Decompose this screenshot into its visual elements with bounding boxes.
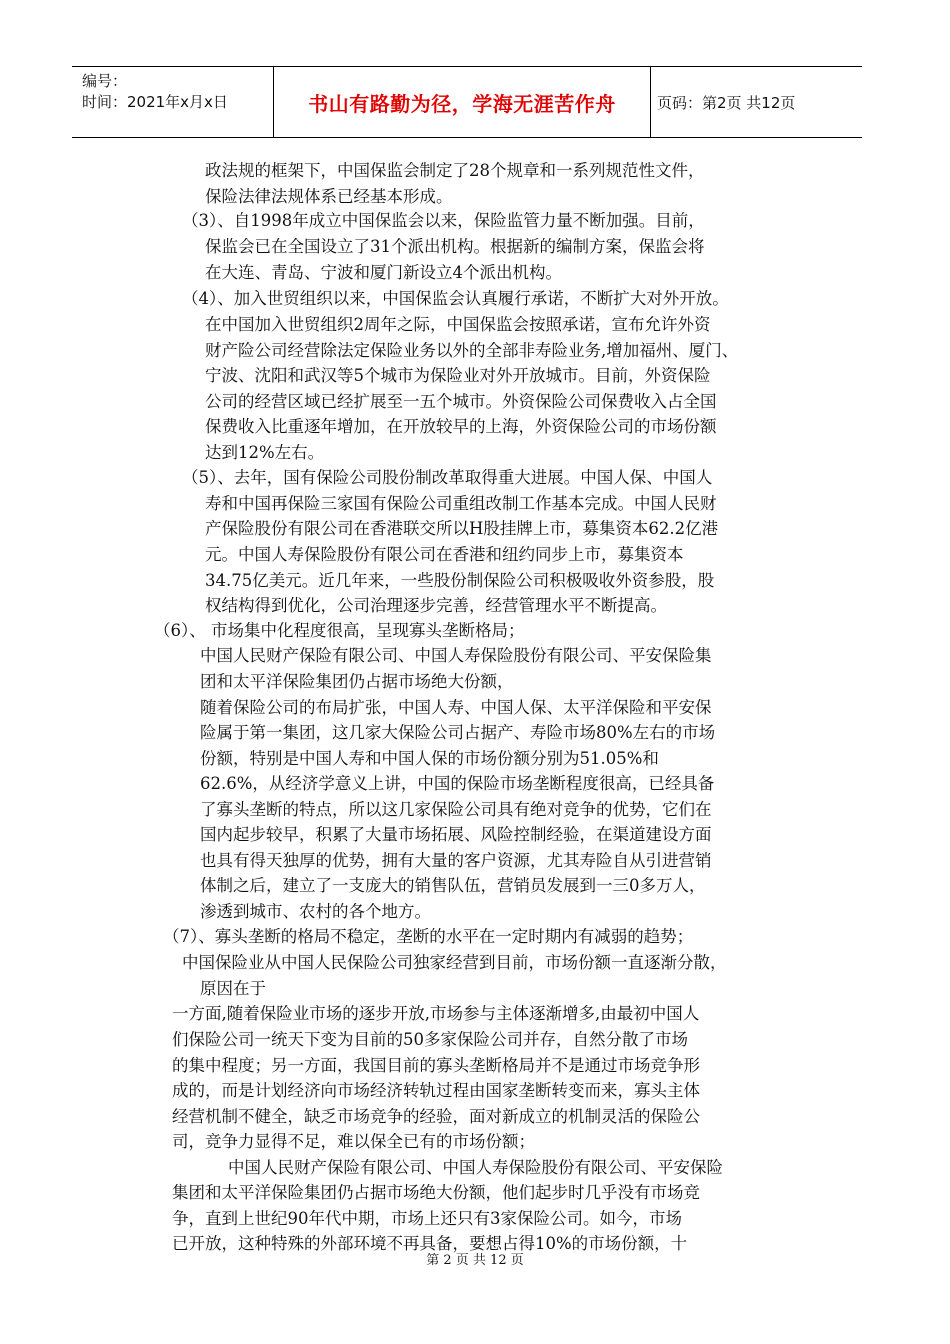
text-line: 们保险公司一统天下变为目前的50多家保险公司并存，自然分散了市场 xyxy=(172,1030,688,1049)
text-line: 保险法律法规体系已经基本形成。 xyxy=(205,187,453,206)
text-line: （7）、寡头垄断的格局不稳定，垄断的水平在一定时期内有减弱的趋势； xyxy=(163,927,694,946)
number-label: 编号： xyxy=(82,72,128,90)
text-line: （5）、去年，国有保险公司股份制改革取得重大进展。中国人保、中国人 xyxy=(182,468,713,487)
text-line: 已开放，这种特殊的外部环境不再具备，要想占得10%的市场份额，十 xyxy=(172,1234,688,1253)
text-line: 在大连、青岛、宁波和厦门新设立4个派出机构。 xyxy=(205,263,562,282)
text-line: 34.75亿美元。近几年来，一些股份制保险公司积极吸收外资参股，股 xyxy=(205,571,715,590)
text-line: 渗透到城市、农村的各个地方。 xyxy=(200,902,431,921)
text-line: 宁波、沈阳和武汉等5个城市为保险业对外开放城市。目前，外资保险 xyxy=(205,366,711,385)
text-line: 62.6%，从经济学意义上讲，中国的保险市场垄断程度很高，已经具备 xyxy=(200,774,715,793)
text-line: 元。中国人寿保险股份有限公司在香港和纽约同步上市，募集资本 xyxy=(205,545,684,564)
date-label: 时间：2021年x月x日 xyxy=(82,93,228,111)
text-line: 成的，而是计划经济向市场经济转轨过程由国家垄断转变而来，寡头主体 xyxy=(172,1081,700,1100)
text-line: 保费收入比重逐年增加，在开放较早的上海，外资保险公司的市场份额 xyxy=(205,417,717,436)
text-line: 争，直到上世纪90年代中期，市场上还只有3家保险公司。如今，市场 xyxy=(172,1209,682,1228)
page-footer: 第 2 页 共 12 页 xyxy=(426,1253,524,1268)
text-line: 经营机制不健全，缺乏市场竞争的经验，面对新成立的机制灵活的保险公 xyxy=(172,1107,700,1126)
text-line: 政法规的框架下，中国保监会制定了28个规章和一系列规范性文件， xyxy=(205,161,705,180)
text-line: 保监会已在全国设立了31个派出机构。根据新的编制方案，保监会将 xyxy=(205,237,705,256)
text-line: 在中国加入世贸组织2周年之际，中国保监会按照承诺，宣布允许外资 xyxy=(205,315,711,334)
header-meta xyxy=(72,67,274,137)
text-line: 也具有得天独厚的优势，拥有大量的客户资源，尤其寿险自从引进营销 xyxy=(200,851,712,870)
text-line: 的集中程度；另一方面，我国目前的寡头垄断格局并不是通过市场竞争形 xyxy=(172,1056,700,1075)
text-line: 份额，特别是中国人寿和中国人保的市场份额分别为51.05%和 xyxy=(200,749,659,768)
text-line: （4）、加入世贸组织以来，中国保监会认真履行承诺，不断扩大对外开放。 xyxy=(182,289,729,308)
text-line: 司，竞争力显得不足，难以保全已有的市场份额； xyxy=(172,1132,535,1151)
text-line: 中国人民财产保险有限公司、中国人寿保险股份有限公司、平安保险集 xyxy=(200,646,712,665)
text-line: （6）、 市场集中化程度很高，呈现寡头垄断格局； xyxy=(154,621,525,640)
text-line: 了寡头垄断的特点，所以这几家保险公司具有绝对竞争的优势，它们在 xyxy=(200,800,712,819)
text-line: 中国保险业从中国人民保险公司独家经营到目前，市场份额一直逐渐分散， xyxy=(182,953,727,972)
text-line: 公司的经营区域已经扩展至一五个城市。外资保险公司保费收入占全国 xyxy=(205,392,717,411)
page-header xyxy=(72,66,862,138)
text-line: 权结构得到优化，公司治理逐步完善，经营管理水平不断提高。 xyxy=(205,596,667,615)
text-line: 产保险股份有限公司在香港联交所以H股挂牌上市，募集资本62.2亿港 xyxy=(205,519,719,538)
text-line: 体制之后，建立了一支庞大的销售队伍，营销员发展到一三0多万人， xyxy=(200,876,706,895)
text-line: 中国人民财产保险有限公司、中国人寿保险股份有限公司、平安保险 xyxy=(228,1158,723,1177)
text-line: （3）、自1998年成立中国保监会以来，保险监管力量不断加强。目前， xyxy=(182,211,705,230)
text-line: 险属于第一集团，这几家大保险公司占据产、寿险市场80%左右的市场 xyxy=(200,723,716,742)
text-line: 原因在于 xyxy=(200,979,266,998)
page-indicator: 页码：第2页 共12页 xyxy=(657,93,796,112)
text-line: 达到12%左右。 xyxy=(205,443,325,462)
text-line: 随着保险公司的布局扩张，中国人寿、中国人保、太平洋保险和平安保 xyxy=(200,698,712,717)
header-slogan: 书山有路勤为径，学海无涯苦作舟 xyxy=(274,67,651,137)
text-line: 一方面,随着保险业市场的逐步开放,市场参与主体逐渐增多,由最初中国人 xyxy=(172,1004,700,1023)
text-line: 集团和太平洋保险集团仍占据市场绝大份额，他们起步时几乎没有市场竞 xyxy=(172,1183,700,1202)
text-line: 财产险公司经营除法定保险业务以外的全部非寿险业务,增加福州、厦门、 xyxy=(205,341,739,360)
text-line: 国内起步较早，积累了大量市场拓展、风险控制经验，在渠道建设方面 xyxy=(200,825,712,844)
text-line: 团和太平洋保险集团仍占据市场绝大份额， xyxy=(200,672,514,691)
text-line: 寿和中国再保险三家国有保险公司重组改制工作基本完成。中国人民财 xyxy=(205,494,717,513)
